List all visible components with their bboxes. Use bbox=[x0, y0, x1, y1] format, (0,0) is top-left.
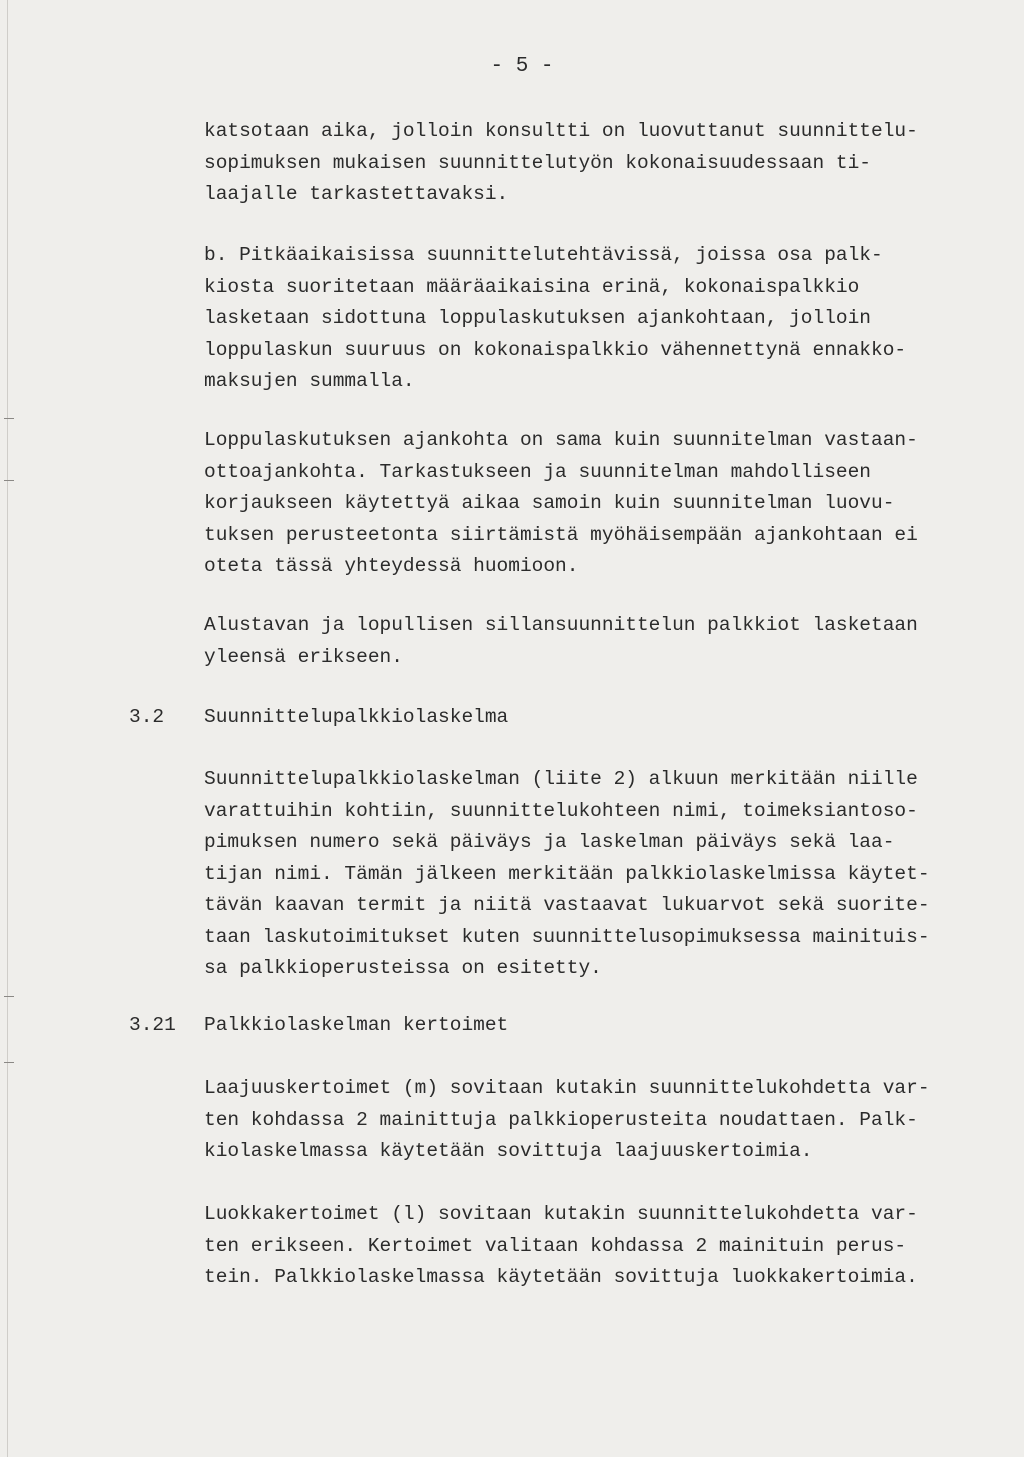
paragraph-6: Laajuuskertoimet (m) sovitaan kutakin suunnittelukohdetta var- ten kohdassa 2 mainittuja palkkioperusteita noudattaen. Palk- kiolaskelmassa käytetään sovittuja laajuuskertoimia. bbox=[204, 1077, 930, 1162]
margin-tick bbox=[4, 418, 14, 419]
paragraph-7: Luokkakertoimet (l) sovitaan kutakin suunnittelukohdetta var- ten erikseen. Kertoimet valitaan kohdassa 2 mainituin perus- tein. Palkkiolaskelmassa käytetään sovittuja luokkakertoimia. bbox=[204, 1203, 918, 1288]
paragraph-4: Alustavan ja lopullisen sillansuunnittelun palkkiot lasketaan yleensä erikseen. bbox=[204, 614, 918, 668]
paragraph-2: b. Pitkäaikaisissa suunnittelutehtävissä, joissa osa palk- kiosta suoritetaan määräaikaisina erinä, kokonaispalkkio lasketaan sidottuna loppulaskutuksen ajankohtaan, jolloin loppulaskun suuruus on kokonaispalkkio vähennettynä ennakko- maksujen summalla. bbox=[204, 244, 907, 392]
section-title-3-2: Suunnittelupalkkiolaskelma bbox=[204, 706, 509, 728]
paragraph-1: katsotaan aika, jolloin konsultti on luovuttanut suunnittelu- sopimuksen mukaisen suunnittelutyön kokonaisuudessaan ti- laajalle tarkastettavaksi. bbox=[204, 120, 918, 205]
section-number-3-21: 3.21 bbox=[129, 1014, 176, 1036]
margin-tick bbox=[4, 1062, 14, 1063]
scan-edge-line bbox=[7, 0, 8, 1457]
paragraph-3: Loppulaskutuksen ajankohta on sama kuin suunnitelman vastaan- ottoajankohta. Tarkastukseen ja suunnitelman mahdolliseen korjaukseen käytettyä aikaa samoin kuin suunnitelman luovu- tuksen perusteetonta siirtämistä myöhäisempään ajankohtaan ei oteta tässä yhteydessä huomioon. bbox=[204, 429, 918, 577]
margin-tick bbox=[4, 480, 14, 481]
section-title-3-21: Palkkiolaskelman kertoimet bbox=[204, 1014, 509, 1036]
margin-tick bbox=[4, 996, 14, 997]
section-number-3-2: 3.2 bbox=[129, 706, 165, 728]
paragraph-5: Suunnittelupalkkiolaskelman (liite 2) alkuun merkitään niille varattuihin kohtiin, suunnittelukohteen nimi, toimeksiantoso- pimuksen numero sekä päiväys ja laskelman päiväys sekä laa- tijan nimi. Tämän jälkeen merkitään palkkiolaskelmissa käytet- tävän kaavan termit ja niitä vastaavat lukuarvot sekä suorite- taan laskutoimitukset kuten suunnittelusopimuksessa mainituis- sa palkkioperusteissa on esitetty. bbox=[204, 768, 930, 979]
page-number: - 5 - bbox=[490, 55, 554, 78]
